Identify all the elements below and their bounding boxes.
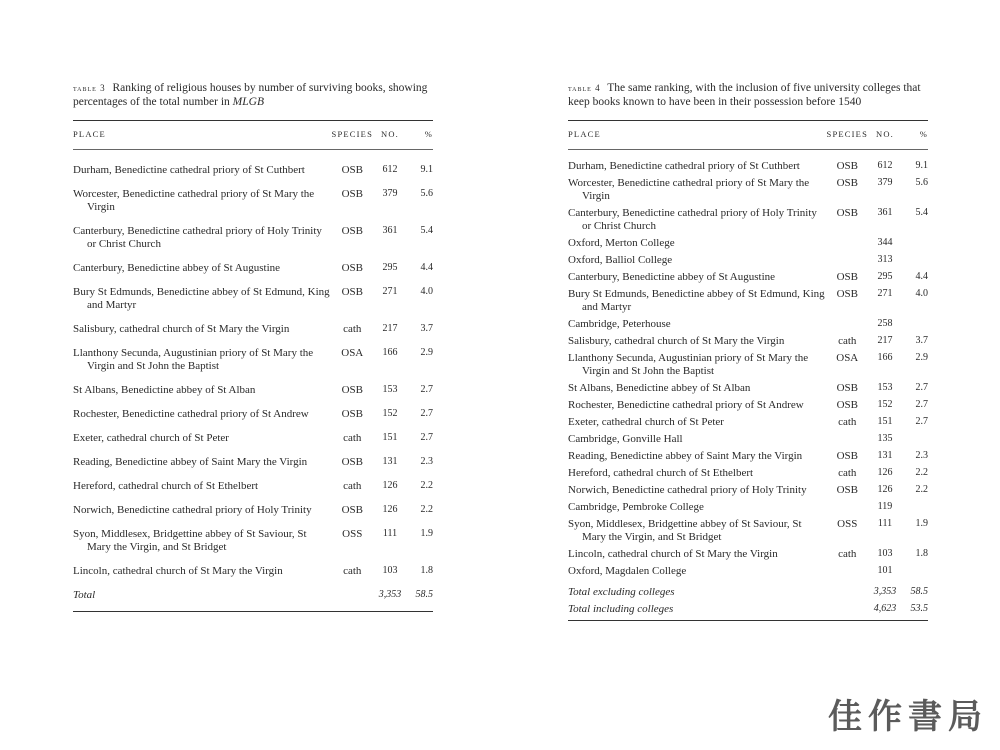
table4-body <box>568 150 928 621</box>
percent-cell: 2.9 <box>915 352 928 363</box>
table-row <box>73 498 433 522</box>
table-row <box>568 431 928 448</box>
number-cell: 379 <box>877 177 893 188</box>
percent-cell: 4.4 <box>915 271 928 282</box>
number-cell: 126 <box>877 484 893 495</box>
table-row <box>568 286 928 316</box>
percent-cell: 3.7 <box>915 335 928 346</box>
table-row <box>568 516 928 546</box>
percent-cell: 4.0 <box>420 286 433 297</box>
table-row <box>73 341 433 378</box>
percent-cell: 2.2 <box>915 484 928 495</box>
place-cell: Worcester, Benedictine cathedral priory of St Mary the Virgin <box>568 177 810 202</box>
table-row <box>568 380 928 397</box>
number-cell: 361 <box>877 207 893 218</box>
species-cell: OSB <box>836 177 858 189</box>
number-cell: 258 <box>877 318 893 329</box>
place-cell: Rochester, Benedictine cathedral priory of St Andrew <box>568 399 804 411</box>
species-cell: cath <box>343 432 362 444</box>
number-cell: 3,353 <box>873 586 897 597</box>
table-row <box>568 205 928 235</box>
place-cell: Bury St Edmunds, Benedictine abbey of St Edmund, King and Martyr <box>73 286 330 311</box>
number-cell: 131 <box>382 456 398 467</box>
percent-cell: 9.1 <box>420 164 433 175</box>
number-cell: 131 <box>877 450 893 461</box>
table-row <box>568 546 928 563</box>
percent-cell: 1.8 <box>420 565 433 576</box>
number-cell: 313 <box>877 254 893 265</box>
col-header-species: SPECIES <box>332 121 373 150</box>
percent-cell: 4.4 <box>420 262 433 273</box>
species-cell: OSB <box>836 484 858 496</box>
species-cell: cath <box>838 548 857 560</box>
percent-cell: 2.7 <box>915 399 928 410</box>
table-row <box>568 482 928 499</box>
species-cell: OSB <box>836 160 858 172</box>
number-cell: 103 <box>382 565 398 576</box>
table4 <box>568 120 928 621</box>
table-row <box>568 333 928 350</box>
number-cell: 103 <box>877 548 893 559</box>
percent-cell: 1.8 <box>915 548 928 559</box>
table-row <box>73 256 433 280</box>
number-cell: 612 <box>382 164 398 175</box>
percent-cell: 2.7 <box>420 432 433 443</box>
place-cell: Syon, Middlesex, Bridgettine abbey of St Saviour, St Mary the Virgin, and St Bridget <box>568 518 802 543</box>
place-cell: Cambridge, Peterhouse <box>568 318 671 330</box>
place-cell: Oxford, Balliol College <box>568 254 673 266</box>
table-row <box>568 465 928 482</box>
percent-cell: 2.3 <box>420 456 433 467</box>
species-cell: cath <box>343 565 362 577</box>
left-page <box>73 0 433 612</box>
species-cell: OSB <box>341 384 363 396</box>
table-row <box>568 252 928 269</box>
percent-cell <box>902 431 928 448</box>
species-cell: OSB <box>341 408 363 420</box>
species-cell: OSA <box>836 352 859 364</box>
place-cell: Lincoln, cathedral church of St Mary the Virgin <box>73 565 283 577</box>
total-label-cell: Total <box>73 583 332 612</box>
species-cell <box>827 235 868 252</box>
number-cell: 153 <box>877 382 893 393</box>
percent-cell: 4.0 <box>915 288 928 299</box>
table-row <box>568 563 928 580</box>
species-cell: cath <box>838 416 857 428</box>
percent-cell: 2.2 <box>420 480 433 491</box>
place-cell: Canterbury, Benedictine abbey of St Augustine <box>568 271 776 283</box>
table3-caption <box>73 81 433 111</box>
table-row <box>73 559 433 583</box>
number-cell: 152 <box>382 408 398 419</box>
table-row <box>73 182 433 219</box>
table3-caption-italic: MLGB <box>232 96 264 108</box>
species-cell: OSS <box>342 528 363 540</box>
col-header-place: PLACE <box>568 121 827 150</box>
place-cell: St Albans, Benedictine abbey of St Alban <box>73 384 256 396</box>
percent-cell <box>902 563 928 580</box>
number-cell: 151 <box>382 432 398 443</box>
number-cell: 4,623 <box>868 601 902 621</box>
place-cell: Salisbury, cathedral church of St Mary the Virgin <box>73 323 290 335</box>
species-cell: OSB <box>341 188 363 200</box>
number-cell: 153 <box>382 384 398 395</box>
place-cell: Rochester, Benedictine cathedral priory of St Andrew <box>73 408 309 420</box>
number-cell: 361 <box>382 225 398 236</box>
number-cell: 151 <box>877 416 893 427</box>
place-cell: Hereford, cathedral church of St Ethelbert <box>73 480 259 492</box>
species-cell: OSB <box>836 382 858 394</box>
number-cell: 295 <box>877 271 893 282</box>
table-row <box>73 450 433 474</box>
col-header-pct: % <box>407 121 433 150</box>
species-cell: cath <box>343 480 362 492</box>
number-cell: 3,353 <box>373 583 407 612</box>
right-page <box>568 0 928 621</box>
place-cell: St Albans, Benedictine abbey of St Alban <box>568 382 751 394</box>
table-row <box>568 316 928 333</box>
col-header-pct: % <box>902 121 928 150</box>
place-cell: Hereford, cathedral church of St Ethelbert <box>568 467 754 479</box>
species-cell <box>827 316 868 333</box>
table3-header-row <box>73 121 433 150</box>
number-cell: 126 <box>382 504 398 515</box>
table-row <box>73 280 433 317</box>
number-cell: 135 <box>877 433 893 444</box>
table4-header-row <box>568 121 928 150</box>
percent-cell: 2.7 <box>420 408 433 419</box>
place-cell: Lincoln, cathedral church of St Mary the Virgin <box>568 548 778 560</box>
place-cell: Exeter, cathedral church of St Peter <box>73 432 229 444</box>
place-cell: Oxford, Merton College <box>568 237 675 249</box>
number-cell: 166 <box>877 352 893 363</box>
species-cell <box>827 601 868 621</box>
place-cell: Canterbury, Benedictine abbey of St Augustine <box>73 262 281 274</box>
species-cell: OSB <box>341 164 363 176</box>
table4-caption-text: The same ranking, with the inclusion of five university colleges that keep books known to have been in their possession before 1540 <box>568 82 921 108</box>
species-cell: OSB <box>341 225 363 237</box>
percent-cell: 58.5 <box>407 583 433 612</box>
place-cell: Reading, Benedictine abbey of Saint Mary the Virgin <box>568 450 803 462</box>
species-cell: OSB <box>341 286 363 298</box>
place-cell: Worcester, Benedictine cathedral priory of St Mary the Virgin <box>73 188 315 213</box>
percent-cell <box>902 252 928 269</box>
place-cell: Bury St Edmunds, Benedictine abbey of St Edmund, King and Martyr <box>568 288 825 313</box>
place-cell: Norwich, Benedictine cathedral priory of Holy Trinity <box>568 484 807 496</box>
table-row <box>568 235 928 252</box>
percent-cell: 2.2 <box>420 504 433 515</box>
species-cell: OSB <box>836 271 858 283</box>
place-cell: Reading, Benedictine abbey of Saint Mary the Virgin <box>73 456 308 468</box>
place-cell: Exeter, cathedral church of St Peter <box>568 416 724 428</box>
place-cell: Canterbury, Benedictine cathedral priory of Holy Trinity or Christ Church <box>568 207 817 232</box>
place-cell: Syon, Middlesex, Bridgettine abbey of St Saviour, St Mary the Virgin, and St Bridget <box>73 528 307 553</box>
number-cell: 217 <box>382 323 398 334</box>
table-row <box>568 414 928 431</box>
total-row <box>73 583 433 612</box>
table-row <box>73 378 433 402</box>
table-row <box>568 499 928 516</box>
percent-cell: 2.3 <box>915 450 928 461</box>
species-cell: OSB <box>341 262 363 274</box>
percent-cell: 9.1 <box>915 160 928 171</box>
percent-cell: 2.2 <box>915 467 928 478</box>
percent-cell <box>902 499 928 516</box>
number-cell: 126 <box>877 467 893 478</box>
table3-body <box>73 150 433 612</box>
species-cell <box>827 580 868 601</box>
species-cell: OSB <box>341 504 363 516</box>
number-cell: 166 <box>382 347 398 358</box>
percent-cell: 2.7 <box>915 382 928 393</box>
table-row <box>568 350 928 380</box>
species-cell: cath <box>838 467 857 479</box>
total-row <box>568 580 928 601</box>
percent-cell <box>902 235 928 252</box>
species-cell <box>827 563 868 580</box>
number-cell: 344 <box>877 237 893 248</box>
place-cell: Llanthony Secunda, Augustinian priory of St Mary the Virgin and St John the Baptist <box>73 347 314 372</box>
number-cell: 119 <box>877 501 893 512</box>
percent-cell: 1.9 <box>915 518 928 529</box>
species-cell <box>332 583 373 612</box>
place-cell: Durham, Benedictine cathedral priory of St Cuthbert <box>568 160 800 172</box>
col-header-no: NO. <box>868 121 902 150</box>
place-cell: Llanthony Secunda, Augustinian priory of St Mary the Virgin and St John the Baptist <box>568 352 809 377</box>
table-row <box>73 219 433 256</box>
table4-label: table 4 <box>568 83 601 93</box>
total-label-cell: Total excluding colleges <box>568 586 675 598</box>
percent-cell: 5.6 <box>420 188 433 199</box>
species-cell: OSB <box>836 450 858 462</box>
col-header-place: PLACE <box>73 121 332 150</box>
table-row <box>568 269 928 286</box>
table-row <box>73 317 433 341</box>
total-label-cell: Total including colleges <box>568 601 827 621</box>
percent-cell <box>902 316 928 333</box>
number-cell: 295 <box>382 262 398 273</box>
number-cell: 271 <box>382 286 398 297</box>
species-cell: OSB <box>836 207 858 219</box>
percent-cell: 58.5 <box>910 586 928 597</box>
table-row <box>73 522 433 559</box>
table3-label: table 3 <box>73 83 106 93</box>
number-cell: 612 <box>877 160 893 171</box>
number-cell: 126 <box>382 480 398 491</box>
table-row <box>568 397 928 414</box>
number-cell: 152 <box>877 399 893 410</box>
species-cell: OSB <box>341 456 363 468</box>
table3-caption-text: Ranking of religious houses by number of surviving books, showing percentages of the total number in <box>73 82 428 108</box>
table-row <box>73 426 433 450</box>
col-header-no: NO. <box>373 121 407 150</box>
table3 <box>73 120 433 612</box>
col-header-species: SPECIES <box>827 121 868 150</box>
table-row <box>73 402 433 426</box>
number-cell: 379 <box>382 188 398 199</box>
number-cell: 217 <box>877 335 893 346</box>
number-cell: 271 <box>877 288 893 299</box>
species-cell <box>827 499 868 516</box>
total-row <box>568 601 928 621</box>
table-row <box>73 150 433 183</box>
species-cell: cath <box>838 335 857 347</box>
place-cell: Salisbury, cathedral church of St Mary the Virgin <box>568 335 785 347</box>
percent-cell: 53.5 <box>902 601 928 621</box>
percent-cell: 5.6 <box>915 177 928 188</box>
percent-cell: 3.7 <box>420 323 433 334</box>
species-cell: OSA <box>341 347 364 359</box>
species-cell <box>827 252 868 269</box>
table-row <box>568 448 928 465</box>
number-cell: 111 <box>382 528 398 539</box>
percent-cell: 2.9 <box>420 347 433 358</box>
publisher-watermark: 佳作書局 <box>828 697 988 737</box>
place-cell: Oxford, Magdalen College <box>568 565 687 577</box>
table4-caption <box>568 81 928 111</box>
percent-cell: 1.9 <box>420 528 433 539</box>
place-cell: Cambridge, Pembroke College <box>568 501 704 513</box>
species-cell: cath <box>343 323 362 335</box>
place-cell: Cambridge, Gonville Hall <box>568 433 683 445</box>
place-cell: Canterbury, Benedictine cathedral priory of Holy Trinity or Christ Church <box>73 225 322 250</box>
percent-cell: 5.4 <box>915 207 928 218</box>
species-cell <box>827 431 868 448</box>
place-cell: Durham, Benedictine cathedral priory of St Cuthbert <box>73 164 305 176</box>
table-row <box>568 150 928 176</box>
species-cell: OSB <box>836 288 858 300</box>
species-cell: OSB <box>836 399 858 411</box>
place-cell: Norwich, Benedictine cathedral priory of Holy Trinity <box>73 504 312 516</box>
percent-cell: 2.7 <box>915 416 928 427</box>
species-cell: OSS <box>837 518 858 530</box>
number-cell: 101 <box>877 565 893 576</box>
table-row <box>73 474 433 498</box>
percent-cell: 5.4 <box>420 225 433 236</box>
table-row <box>568 175 928 205</box>
number-cell: 111 <box>877 518 893 529</box>
percent-cell: 2.7 <box>420 384 433 395</box>
